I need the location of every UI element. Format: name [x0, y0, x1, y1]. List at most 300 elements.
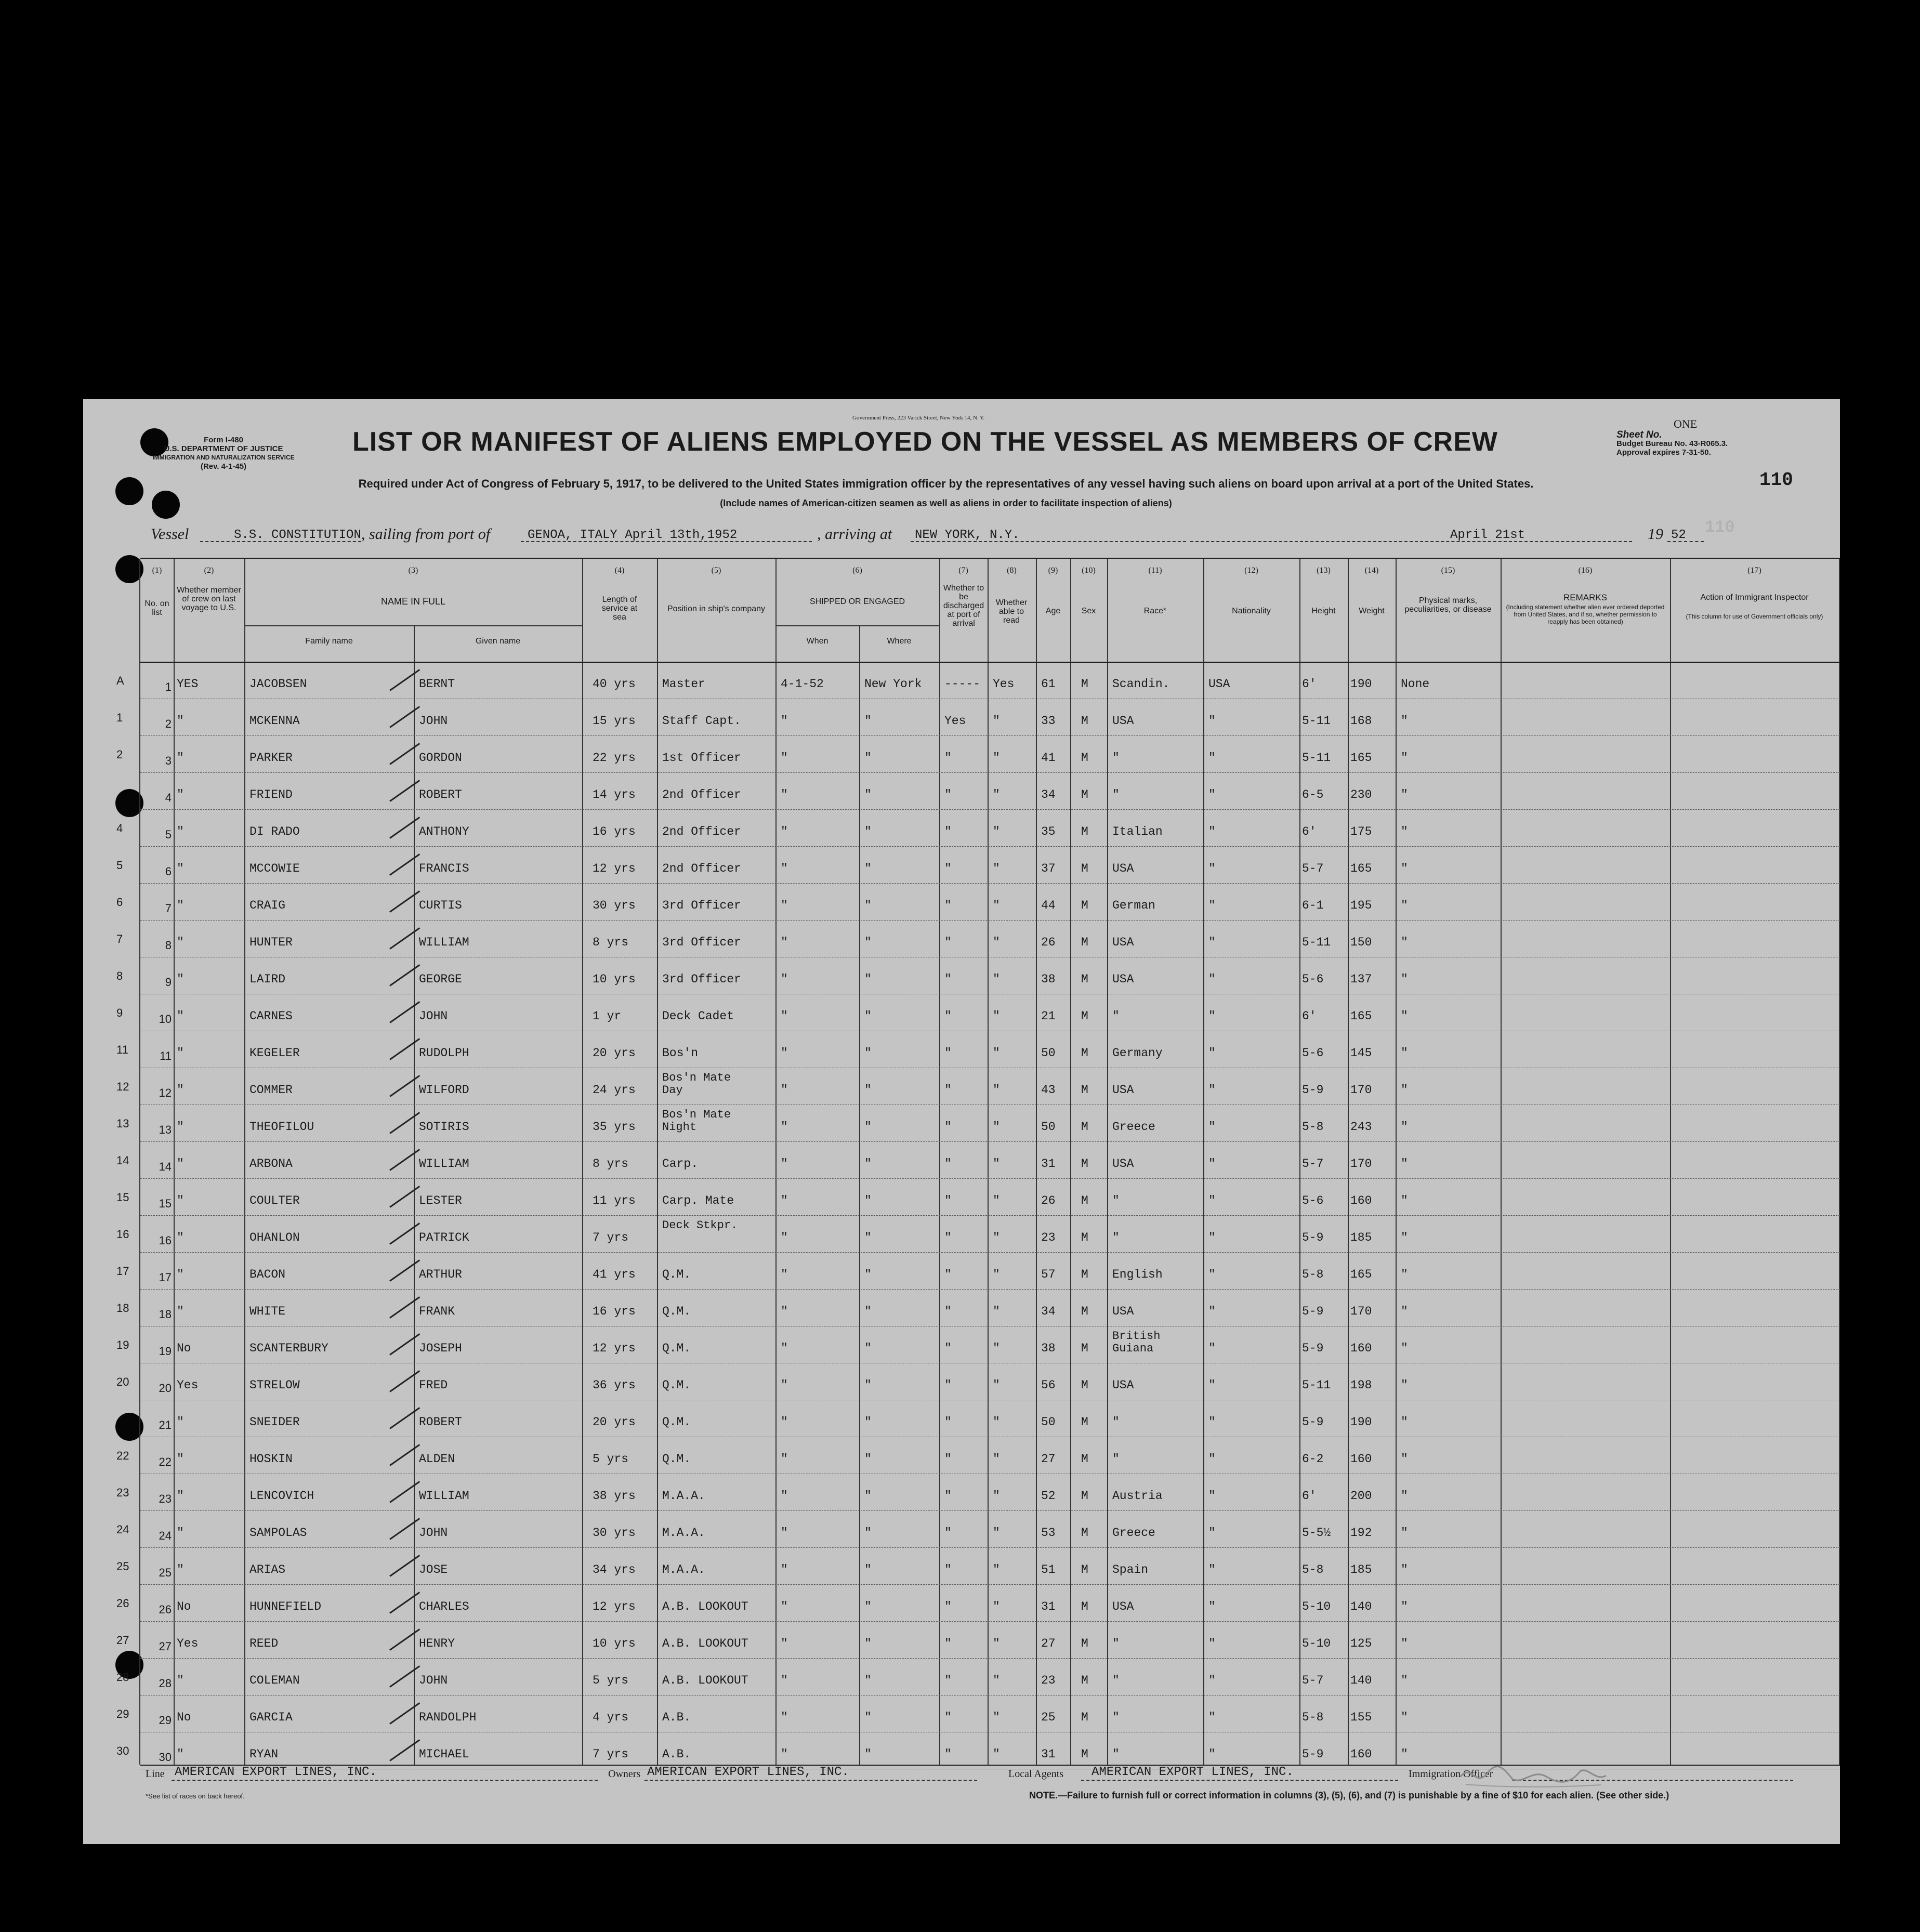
discharged-cell: " [944, 1231, 952, 1244]
race-cell: Italian [1112, 825, 1163, 838]
sex-cell: M [1081, 1452, 1088, 1466]
weight-cell: 190 [1350, 1415, 1372, 1429]
physical-marks-cell: " [1401, 1083, 1408, 1097]
given-name-cell: RUDOLPH [419, 1046, 469, 1060]
position-cell: A.B. [662, 1747, 691, 1761]
row-rule [140, 1695, 1840, 1696]
shipped-where-cell: " [864, 1747, 872, 1761]
shipped-where-cell: " [864, 1563, 872, 1576]
shipped-when-cell: " [781, 1305, 788, 1318]
header-action-sub: (This column for use of Government officials only) [1686, 613, 1823, 620]
table-row [116, 1179, 1840, 1216]
sex-cell: M [1081, 1305, 1088, 1318]
col-num-11: (11) [1148, 566, 1162, 575]
discharged-cell: " [944, 1342, 952, 1355]
able-to-read-cell: " [993, 1378, 1000, 1392]
row-number: 1 [165, 680, 172, 693]
family-name-cell: KEGELER [249, 1046, 300, 1060]
race-cell: Scandin. [1112, 677, 1170, 691]
discharged-cell: " [944, 1563, 952, 1576]
row-number: 8 [165, 939, 172, 952]
physical-marks-cell: " [1401, 1268, 1408, 1281]
service-length-cell: 5 yrs [593, 1452, 629, 1466]
nationality-cell: " [1208, 1452, 1216, 1466]
table-row [116, 1659, 1840, 1696]
sex-cell: M [1081, 1526, 1088, 1540]
form-title: LIST OR MANIFEST OF ALIENS EMPLOYED ON THE VESSEL AS MEMBERS OF CREW [352, 427, 1498, 457]
given-name-cell: CURTIS [419, 899, 462, 912]
height-cell: 5-6 [1302, 1194, 1324, 1207]
race-cell: " [1112, 788, 1120, 801]
row-mark: 13 [116, 1117, 129, 1130]
row-mark: 25 [116, 1560, 129, 1573]
age-cell: 35 [1041, 825, 1056, 838]
race-cell: " [1112, 1452, 1120, 1466]
race-cell: " [1112, 751, 1120, 765]
physical-marks-cell: " [1401, 1489, 1408, 1503]
able-to-read-cell: " [993, 1009, 1000, 1023]
weight-cell: 230 [1350, 788, 1372, 801]
family-name-cell: COMMER [249, 1083, 293, 1097]
discharged-cell: " [944, 936, 952, 949]
check-slash-mark [389, 780, 420, 802]
row-number: 29 [159, 1714, 172, 1727]
able-to-read-cell: " [993, 1600, 1000, 1613]
race-cell: Austria [1112, 1489, 1163, 1503]
sex-cell: M [1081, 714, 1088, 728]
sex-cell: M [1081, 677, 1088, 691]
discharged-cell: " [944, 1009, 952, 1023]
row-mark: 11 [116, 1043, 128, 1056]
nationality-cell: " [1208, 1305, 1216, 1318]
physical-marks-cell: " [1401, 788, 1408, 801]
given-name-cell: MICHAEL [419, 1747, 469, 1761]
service-length-cell: 12 yrs [593, 862, 636, 875]
sex-cell: M [1081, 972, 1088, 986]
service-length-cell: 10 yrs [593, 972, 636, 986]
row-rule [140, 1215, 1840, 1216]
col-num-17: (17) [1747, 566, 1761, 575]
able-to-read-cell: " [993, 1489, 1000, 1503]
weight-cell: 137 [1350, 972, 1372, 986]
height-cell: 5-7 [1302, 862, 1324, 875]
race-cell: " [1112, 1194, 1120, 1207]
weight-cell: 170 [1350, 1157, 1372, 1171]
height-cell: 5-9 [1302, 1083, 1324, 1097]
shipped-where-cell: " [864, 1157, 872, 1171]
manifest-sheet [83, 399, 1840, 1844]
prev-voyage-cell: " [177, 1415, 184, 1429]
header-position: Position in ship's company [667, 604, 766, 613]
prev-voyage-cell: " [177, 899, 184, 912]
row-mark: 23 [116, 1486, 129, 1499]
able-to-read-cell: " [993, 1342, 1000, 1355]
shipped-where-cell: " [864, 1637, 872, 1650]
age-cell: 53 [1041, 1526, 1056, 1540]
age-cell: 25 [1041, 1711, 1056, 1724]
shipped-where-cell: " [864, 1046, 872, 1060]
header-nationality: Nationality [1232, 607, 1271, 615]
sheet-label: Sheet No. [1616, 429, 1662, 440]
owners-value: AMERICAN EXPORT LINES, INC. [647, 1765, 849, 1779]
check-slash-mark [389, 890, 420, 913]
row-mark: 5 [116, 859, 123, 872]
position-cell: Q.M. [662, 1452, 691, 1466]
discharged-cell: " [944, 1711, 952, 1724]
table-row [116, 1696, 1840, 1733]
shipped-when-cell: " [781, 1600, 788, 1613]
service-length-cell: 22 yrs [593, 751, 636, 765]
given-name-cell: HENRY [419, 1637, 455, 1650]
table-row [116, 1290, 1840, 1327]
punch-hole [115, 477, 143, 505]
nationality-cell: " [1208, 1637, 1216, 1650]
position-cell: Carp. Mate [662, 1194, 734, 1207]
shipped-when-cell: " [781, 825, 788, 838]
table-row [116, 884, 1840, 921]
shipped-where-cell: " [864, 1268, 872, 1281]
header-length-of-service: Length of service at sea [601, 595, 638, 622]
given-name-cell: BERNT [419, 677, 455, 691]
check-slash-mark [389, 1555, 420, 1577]
nationality-cell: " [1208, 1489, 1216, 1503]
physical-marks-cell: None [1401, 677, 1430, 691]
race-cell: USA [1112, 1305, 1134, 1318]
prev-voyage-cell: " [177, 1674, 184, 1687]
row-mark: 28 [116, 1671, 129, 1684]
prev-voyage-cell: " [177, 936, 184, 949]
shipped-when-cell: " [781, 1452, 788, 1466]
able-to-read-cell: Yes [993, 677, 1015, 691]
shipped-where-cell: " [864, 751, 872, 765]
service-length-cell: 30 yrs [593, 1526, 636, 1540]
race-cell: Spain [1112, 1563, 1149, 1576]
shipped-when-cell: " [781, 1563, 788, 1576]
weight-cell: 125 [1350, 1637, 1372, 1650]
service-length-cell: 41 yrs [593, 1268, 636, 1281]
race-cell: USA [1112, 1157, 1134, 1171]
table-row [116, 1142, 1840, 1179]
row-mark: 14 [116, 1154, 129, 1167]
service-length-cell: 30 yrs [593, 899, 636, 912]
weight-cell: 185 [1350, 1231, 1372, 1244]
row-rule [140, 809, 1840, 810]
header-height: Height [1311, 607, 1336, 615]
row-mark: 12 [116, 1080, 129, 1093]
required-statement: Required under Act of Congress of February 5, 1917, to be delivered to the United States immigration officer by the representatives of any vessel having such aliens on board upon arrival at a port of the United States. [358, 477, 1534, 490]
prev-voyage-cell: No [177, 1600, 191, 1613]
row-mark: A [116, 674, 124, 687]
shipped-when-cell: " [781, 1194, 788, 1207]
family-name-cell: HUNTER [249, 936, 293, 949]
check-slash-mark [389, 743, 420, 765]
nationality-cell: USA [1208, 677, 1230, 691]
row-number: 13 [159, 1123, 172, 1136]
position-cell: Bos'n Mate Night [662, 1108, 731, 1134]
include-statement: (Include names of American-citizen seamen as well as aliens in order to facilitate inspection of aliens) [720, 498, 1172, 508]
nationality-cell: " [1208, 1009, 1216, 1023]
discharged-cell: " [944, 1637, 952, 1650]
prev-voyage-cell: " [177, 1046, 184, 1060]
age-cell: 50 [1041, 1120, 1056, 1134]
table-row [116, 958, 1840, 995]
physical-marks-cell: " [1401, 1747, 1408, 1761]
discharged-cell: " [944, 1674, 952, 1687]
physical-marks-cell: " [1401, 1415, 1408, 1429]
sex-cell: M [1081, 1342, 1088, 1355]
faint-page-number: 110 [1705, 518, 1735, 537]
service-length-cell: 40 yrs [593, 677, 636, 691]
position-cell: 2nd Officer [662, 788, 741, 801]
weight-cell: 198 [1350, 1378, 1372, 1392]
age-cell: 21 [1041, 1009, 1056, 1023]
given-name-cell: JOHN [419, 1674, 448, 1687]
height-cell: 5-10 [1302, 1637, 1331, 1650]
discharged-cell: " [944, 825, 952, 838]
name-subheader-line [244, 625, 582, 626]
discharged-cell: " [944, 751, 952, 765]
punch-hole [152, 491, 180, 519]
row-mark: 16 [116, 1228, 129, 1241]
given-name-cell: ROBERT [419, 788, 462, 801]
discharged-cell: " [944, 1747, 952, 1761]
table-row [140, 773, 1840, 810]
row-mark: 2 [116, 748, 123, 761]
family-name-cell: HOSKIN [249, 1452, 293, 1466]
shipped-when-cell: " [781, 1637, 788, 1650]
row-number: 5 [165, 828, 172, 841]
sex-cell: M [1081, 1747, 1088, 1761]
shipped-where-cell: " [864, 825, 872, 838]
weight-cell: 175 [1350, 825, 1372, 838]
sex-cell: M [1081, 1415, 1088, 1429]
position-cell: Staff Capt. [662, 714, 741, 728]
prev-voyage-cell: YES [177, 677, 199, 691]
col-num-7: (7) [958, 566, 968, 575]
check-slash-mark [389, 1665, 420, 1688]
prev-voyage-cell: " [177, 1563, 184, 1576]
row-mark: 1 [116, 711, 123, 724]
family-name-cell: HUNNEFIELD [249, 1600, 322, 1613]
position-cell: M.A.A. [662, 1489, 705, 1503]
discharged-cell: " [944, 1046, 952, 1060]
row-mark: 9 [116, 1006, 123, 1019]
shipped-where-cell: " [864, 1415, 872, 1429]
prev-voyage-cell: No [177, 1711, 191, 1724]
table-row [116, 1069, 1840, 1106]
service-length-cell: 8 yrs [593, 1157, 629, 1171]
able-to-read-cell: " [993, 1083, 1000, 1097]
nationality-cell: " [1208, 751, 1216, 765]
agents-value: AMERICAN EXPORT LINES, INC. [1091, 1765, 1294, 1779]
able-to-read-cell: " [993, 1194, 1000, 1207]
family-name-cell: JACOBSEN [249, 677, 307, 691]
physical-marks-cell: " [1401, 1194, 1408, 1207]
shipped-when-cell: " [781, 751, 788, 765]
prev-voyage-cell: " [177, 1157, 184, 1171]
nationality-cell: " [1208, 862, 1216, 875]
row-rule [140, 1141, 1840, 1142]
vessel-label: Vessel [151, 525, 189, 543]
discharged-cell: " [944, 899, 952, 912]
row-number: 23 [159, 1492, 172, 1505]
row-rule [140, 1658, 1840, 1659]
service-length-cell: 8 yrs [593, 936, 629, 949]
sex-cell: M [1081, 1083, 1088, 1097]
col-num-9: (9) [1048, 566, 1058, 575]
position-cell: Carp. [662, 1157, 699, 1171]
row-mark: 15 [116, 1191, 129, 1204]
age-cell: 56 [1041, 1378, 1056, 1392]
height-cell: 6' [1302, 1009, 1317, 1023]
age-cell: 50 [1041, 1415, 1056, 1429]
age-cell: 31 [1041, 1600, 1056, 1613]
check-slash-mark [389, 1259, 420, 1282]
race-cell: " [1112, 1231, 1120, 1244]
shipped-where-cell: " [864, 1120, 872, 1134]
sex-cell: M [1081, 1120, 1088, 1134]
race-cell: USA [1112, 1600, 1134, 1613]
discharged-cell: ----- [944, 677, 981, 691]
height-cell: 5-6 [1302, 972, 1324, 986]
family-name-cell: OHANLON [249, 1231, 300, 1244]
age-cell: 38 [1041, 972, 1056, 986]
prev-voyage-cell: " [177, 1231, 184, 1244]
row-mark: 24 [116, 1523, 129, 1536]
col-num-15: (15) [1441, 566, 1455, 575]
height-cell: 5-8 [1302, 1268, 1324, 1281]
age-cell: 23 [1041, 1674, 1056, 1687]
shipped-when-cell: " [781, 1268, 788, 1281]
col-num-14: (14) [1364, 566, 1379, 575]
age-cell: 61 [1041, 677, 1056, 691]
service-length-cell: 5 yrs [593, 1674, 629, 1687]
able-to-read-cell: " [993, 714, 1000, 728]
sex-cell: M [1081, 1231, 1088, 1244]
table-row [116, 1548, 1840, 1585]
height-cell: 6' [1302, 825, 1317, 838]
row-number: 7 [165, 902, 172, 915]
row-mark: 8 [116, 969, 123, 982]
row-number: 17 [159, 1271, 172, 1284]
sex-cell: M [1081, 1563, 1088, 1576]
family-name-cell: MCKENNA [249, 714, 300, 728]
shipped-when-cell: " [781, 1083, 788, 1097]
family-name-cell: GARCIA [249, 1711, 293, 1724]
position-cell: 1st Officer [662, 751, 741, 765]
row-mark: 22 [116, 1449, 129, 1462]
officer-signature [1455, 1761, 1611, 1792]
check-slash-mark [389, 1739, 420, 1762]
height-cell: 5-9 [1302, 1747, 1324, 1761]
family-name-cell: ARBONA [249, 1157, 293, 1171]
check-slash-mark [389, 1075, 420, 1097]
race-cell: Greece [1112, 1120, 1155, 1134]
physical-marks-cell: " [1401, 1046, 1408, 1060]
height-cell: 5-8 [1302, 1120, 1324, 1134]
height-cell: 5-7 [1302, 1674, 1324, 1687]
race-cell: USA [1112, 936, 1134, 949]
shipped-when-cell: 4-1-52 [781, 677, 824, 691]
family-name-cell: LENCOVICH [249, 1489, 314, 1503]
nationality-cell: " [1208, 1046, 1216, 1060]
weight-cell: 140 [1350, 1674, 1372, 1687]
able-to-read-cell: " [993, 1120, 1000, 1134]
check-slash-mark [389, 853, 420, 876]
service-length-cell: 4 yrs [593, 1711, 629, 1724]
row-rule [140, 1584, 1840, 1585]
able-to-read-cell: " [993, 1563, 1000, 1576]
check-slash-mark [389, 1001, 420, 1023]
nationality-cell: " [1208, 1711, 1216, 1724]
check-slash-mark [389, 1296, 420, 1319]
given-name-cell: GEORGE [419, 972, 462, 986]
weight-cell: 160 [1350, 1452, 1372, 1466]
check-slash-mark [389, 1481, 420, 1503]
shipped-where-cell: " [864, 972, 872, 986]
physical-marks-cell: " [1401, 899, 1408, 912]
nationality-cell: " [1208, 1342, 1216, 1355]
weight-cell: 243 [1350, 1120, 1372, 1134]
height-cell: 5-9 [1302, 1342, 1324, 1355]
row-number: 14 [159, 1160, 172, 1173]
owners-label: Owners [608, 1768, 641, 1780]
given-name-cell: RANDOLPH [419, 1711, 477, 1724]
nationality-cell: " [1208, 825, 1216, 838]
sex-cell: M [1081, 1637, 1088, 1650]
physical-marks-cell: " [1401, 1157, 1408, 1171]
given-name-cell: ROBERT [419, 1415, 462, 1429]
shipped-when-cell: " [781, 1711, 788, 1724]
height-cell: 5-11 [1302, 751, 1331, 765]
weight-cell: 165 [1350, 1268, 1372, 1281]
table-row [140, 1401, 1840, 1438]
prev-voyage-cell: " [177, 1268, 184, 1281]
service-length-cell: 35 yrs [593, 1120, 636, 1134]
check-slash-mark [389, 1592, 420, 1614]
age-cell: 34 [1041, 1305, 1056, 1318]
row-number: 18 [159, 1308, 172, 1321]
physical-marks-cell: " [1401, 1305, 1408, 1318]
position-cell: 3rd Officer [662, 936, 741, 949]
row-number: 16 [159, 1234, 172, 1247]
row-number: 24 [159, 1529, 172, 1542]
shipped-where-cell: " [864, 1489, 872, 1503]
able-to-read-cell: " [993, 1711, 1000, 1724]
family-name-cell: STRELOW [249, 1378, 300, 1392]
given-name-cell: JOSE [419, 1563, 448, 1576]
age-cell: 38 [1041, 1342, 1056, 1355]
prev-voyage-cell: " [177, 788, 184, 801]
given-name-cell: WILLIAM [419, 936, 469, 949]
prev-voyage-cell: " [177, 1194, 184, 1207]
nationality-cell: " [1208, 972, 1216, 986]
shipped-when-cell: " [781, 1046, 788, 1060]
sex-cell: M [1081, 1711, 1088, 1724]
service-length-cell: 15 yrs [593, 714, 636, 728]
age-cell: 31 [1041, 1157, 1056, 1171]
discharged-cell: " [944, 1194, 952, 1207]
header-remarks: REMARKS [1563, 593, 1608, 602]
able-to-read-cell: " [993, 1526, 1000, 1540]
row-rule [140, 883, 1840, 884]
row-mark: 20 [116, 1375, 129, 1388]
position-cell: A.B. LOOKOUT [662, 1674, 748, 1687]
table-row [116, 1106, 1840, 1142]
discharged-cell: " [944, 1268, 952, 1281]
shipped-when-cell: " [781, 1674, 788, 1687]
prev-voyage-cell: " [177, 862, 184, 875]
